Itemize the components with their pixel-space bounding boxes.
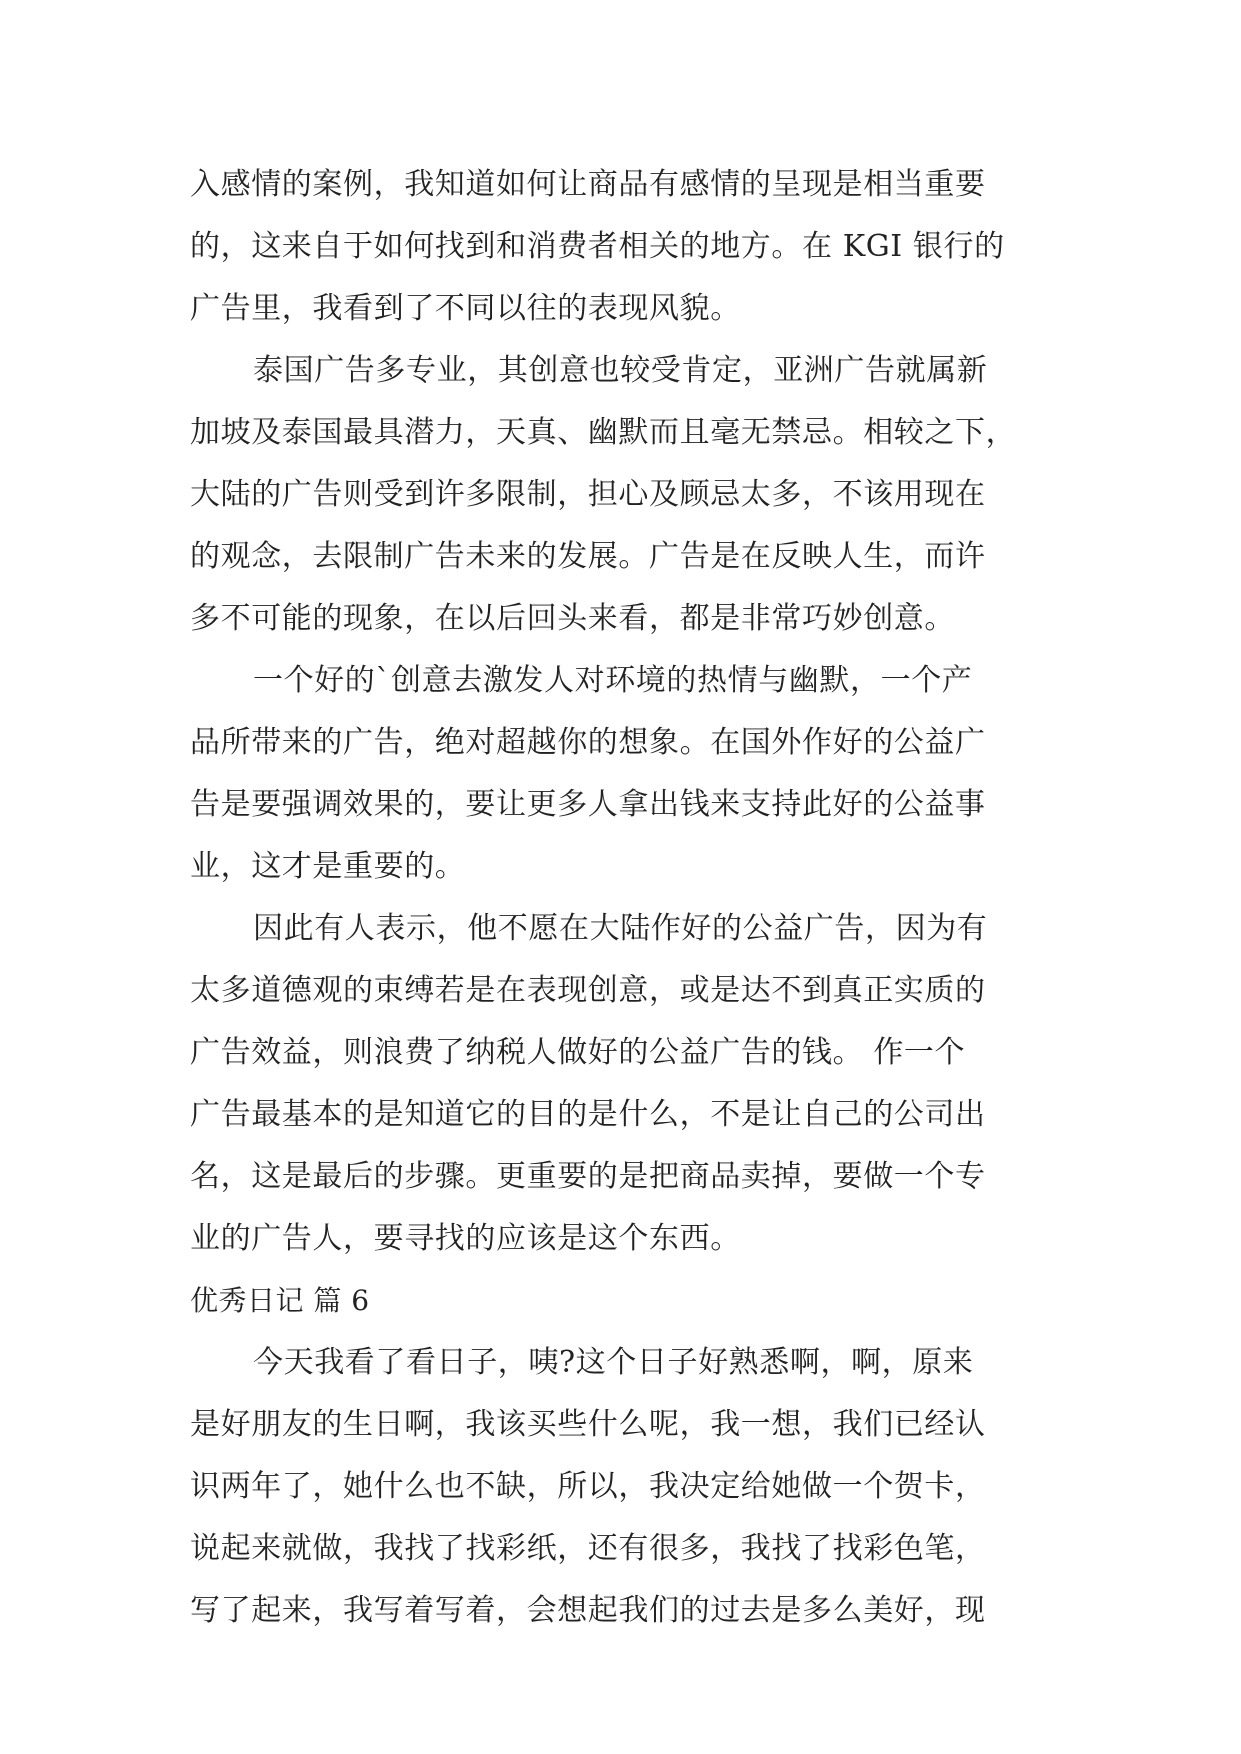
text-line: 说起来就做，我找了找彩纸，还有很多，我找了找彩色笔， bbox=[190, 1531, 986, 1566]
paragraph-start-line: 因此有人表示，他不愿在大陆作好的公益广告，因为有 bbox=[253, 911, 988, 946]
paragraph-start-line: 泰国广告多专业，其创意也较受肯定，亚洲广告就属新 bbox=[253, 353, 988, 388]
text-line: 广告效益，则浪费了纳税人做好的公益广告的钱。 作一个 bbox=[190, 1035, 966, 1070]
text-line: 广告最基本的是知道它的目的是什么，不是让自己的公司出 bbox=[190, 1097, 986, 1132]
text-line: 太多道德观的束缚若是在表现创意，或是达不到真正实质的 bbox=[190, 973, 986, 1008]
text-line: 告是要强调效果的，要让更多人拿出钱来支持此好的公益事 bbox=[190, 787, 986, 822]
text-line: 加坡及泰国最具潜力，天真、幽默而且毫无禁忌。相较之下， bbox=[190, 415, 1017, 450]
text-line: 业的广告人，要寻找的应该是这个东西。 bbox=[190, 1221, 741, 1256]
text-line: 入感情的案例，我知道如何让商品有感情的呈现是相当重要 bbox=[190, 167, 986, 202]
section-heading: 优秀日记 篇 6 bbox=[190, 1284, 370, 1317]
text-line: 多不可能的现象，在以后回头来看，都是非常巧妙创意。 bbox=[190, 601, 955, 636]
text-line: 品所带来的广告，绝对超越你的想象。在国外作好的公益广 bbox=[190, 725, 986, 760]
document-body bbox=[190, 154, 1050, 1642]
text-line: 业，这才是重要的。 bbox=[190, 849, 466, 884]
text-line: 写了起来，我写着写着，会想起我们的过去是多么美好，现 bbox=[190, 1593, 986, 1628]
text-line: 识两年了，她什么也不缺，所以，我决定给她做一个贺卡， bbox=[190, 1469, 986, 1504]
paragraph-start-line: 一个好的`创意去激发人对环境的热情与幽默，一个产 bbox=[253, 663, 973, 698]
text-line: 广告里，我看到了不同以往的表现风貌。 bbox=[190, 291, 741, 326]
text-line: 大陆的广告则受到许多限制，担心及顾忌太多，不该用现在 bbox=[190, 477, 986, 512]
text-line: 名，这是最后的步骤。更重要的是把商品卖掉，要做一个专 bbox=[190, 1159, 986, 1194]
text-line: 的观念，去限制广告未来的发展。广告是在反映人生，而许 bbox=[190, 539, 986, 574]
text-line: 是好朋友的生日啊，我该买些什么呢，我一想，我们已经认 bbox=[190, 1407, 986, 1442]
text-line: 的，这来自于如何找到和消费者相关的地方。在 KGI 银行的 bbox=[190, 229, 1005, 264]
paragraph-start-line: 今天我看了看日子，咦?这个日子好熟悉啊，啊，原来 bbox=[253, 1345, 974, 1380]
